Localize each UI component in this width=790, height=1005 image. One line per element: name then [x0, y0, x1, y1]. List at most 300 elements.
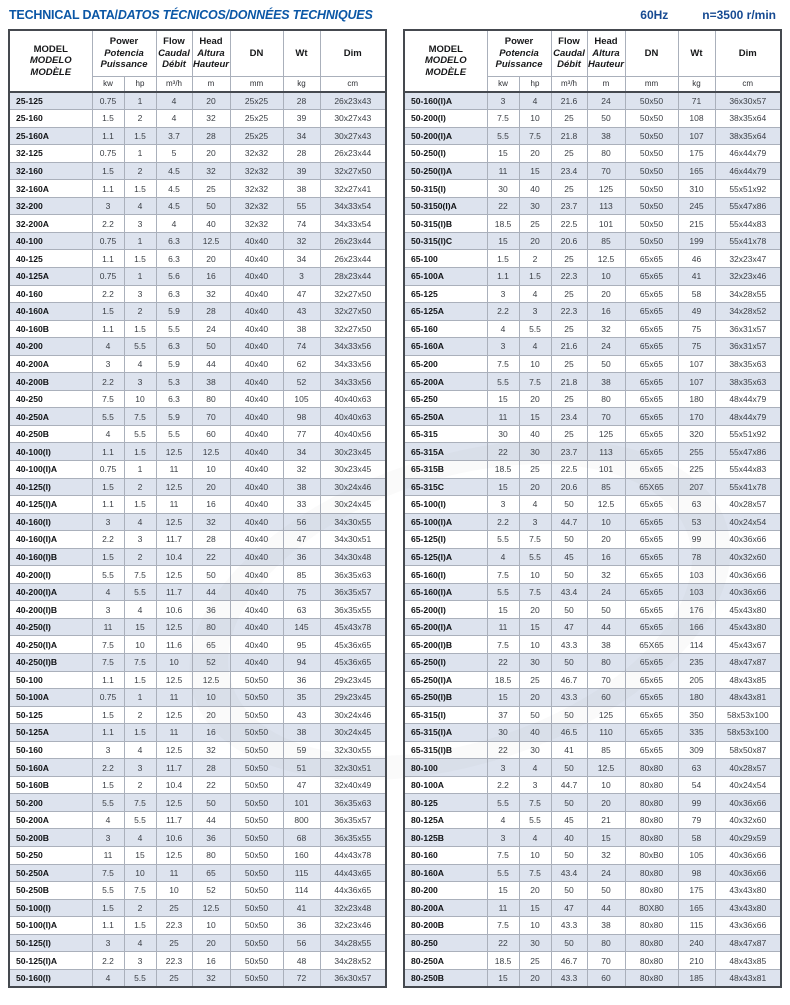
cell-power-hp: 5.5	[519, 811, 551, 829]
cell-head: 24	[587, 583, 625, 601]
cell-flow: 21.6	[551, 92, 587, 110]
cell-dn: 65x65	[625, 355, 678, 373]
cell-dn: 32x32	[230, 145, 283, 163]
cell-power-kw: 7.5	[92, 864, 124, 882]
cell-dn: 50x50	[230, 689, 283, 707]
cell-model: 50-315(I)	[404, 180, 487, 198]
cell-flow: 46.7	[551, 952, 587, 970]
table-row	[9, 776, 386, 794]
table-row	[404, 110, 781, 128]
cell-power-kw: 2.2	[92, 215, 124, 233]
cell-flow: 4.5	[156, 180, 192, 198]
cell-wt: 59	[283, 741, 320, 759]
cell-head: 38	[587, 373, 625, 391]
cell-power-hp: 1.5	[124, 724, 156, 742]
cell-dn: 40x40	[230, 460, 283, 478]
cell-power-kw: 5.5	[92, 794, 124, 812]
cell-wt: 79	[678, 811, 715, 829]
cell-wt: 166	[678, 618, 715, 636]
cell-power-kw: 22	[487, 934, 519, 952]
cell-dim: 36x35x63	[320, 566, 386, 584]
cell-model: 65-315(I)B	[404, 741, 487, 759]
cell-wt: 115	[678, 917, 715, 935]
cell-model: 40-250(I)	[9, 618, 92, 636]
cell-power-hp: 4	[124, 355, 156, 373]
cell-model: 50-200A	[9, 811, 92, 829]
table-row	[404, 443, 781, 461]
cell-dim: 32x23x46	[320, 917, 386, 935]
cell-model: 50-100(I)	[9, 899, 92, 917]
table-row	[404, 127, 781, 145]
cell-dim: 32x27x50	[320, 320, 386, 338]
cell-power-hp: 3	[519, 776, 551, 794]
cell-dim: 45x43x80	[715, 618, 781, 636]
cell-flow: 47	[551, 899, 587, 917]
col-header-power-fr: Puissance	[100, 58, 148, 70]
table-row	[9, 794, 386, 812]
table-row	[404, 689, 781, 707]
cell-power-kw: 7.5	[487, 917, 519, 935]
cell-flow: 5.5	[156, 320, 192, 338]
cell-model: 80-125A	[404, 811, 487, 829]
cell-head: 60	[587, 969, 625, 987]
cell-flow: 5.6	[156, 267, 192, 285]
tables-container	[8, 29, 782, 988]
cell-flow: 43.3	[551, 917, 587, 935]
unit-flow: m³/h	[551, 76, 587, 92]
table-row	[9, 759, 386, 777]
cell-power-hp: 7.5	[124, 566, 156, 584]
cell-power-hp: 25	[519, 952, 551, 970]
cell-dim: 40x36x66	[715, 864, 781, 882]
cell-head: 24	[192, 320, 230, 338]
table-row	[404, 601, 781, 619]
cell-power-kw: 22	[487, 654, 519, 672]
cell-dim: 34x33x54	[320, 215, 386, 233]
cell-dn: 65x65	[625, 706, 678, 724]
cell-head: 38	[587, 127, 625, 145]
cell-wt: 75	[678, 320, 715, 338]
cell-head: 32	[192, 513, 230, 531]
cell-flow: 12.5	[156, 443, 192, 461]
cell-wt: 41	[678, 267, 715, 285]
cell-model: 40-125(I)A	[9, 496, 92, 514]
cell-flow: 43.4	[551, 864, 587, 882]
cell-flow: 25	[551, 110, 587, 128]
cell-dim: 44x43x78	[320, 847, 386, 865]
cell-head: 12.5	[587, 250, 625, 268]
cell-dim: 40x36x66	[715, 847, 781, 865]
cell-head: 125	[587, 425, 625, 443]
cell-dim: 26x23x44	[320, 145, 386, 163]
col-header-power-fr: Puissance	[495, 58, 543, 70]
cell-power-kw: 4	[92, 338, 124, 356]
cell-model: 32-160A	[9, 180, 92, 198]
cell-power-kw: 1.1	[92, 671, 124, 689]
cell-model: 50-125	[9, 706, 92, 724]
cell-power-hp: 40	[519, 724, 551, 742]
cell-dn: 50x50	[230, 917, 283, 935]
cell-power-kw: 0.75	[92, 460, 124, 478]
unit-kw: kw	[487, 76, 519, 92]
cell-power-kw: 1.5	[92, 899, 124, 917]
cell-model: 65-250(I)B	[404, 689, 487, 707]
cell-flow: 20.6	[551, 478, 587, 496]
table-row	[404, 531, 781, 549]
cell-model: 50-250	[9, 847, 92, 865]
cell-flow: 11.7	[156, 531, 192, 549]
cell-model: 40-250	[9, 390, 92, 408]
cell-wt: 48	[283, 952, 320, 970]
cell-dn: 65x65	[625, 566, 678, 584]
cell-flow: 5.5	[156, 425, 192, 443]
cell-power-hp: 7.5	[519, 373, 551, 391]
cell-power-hp: 25	[519, 460, 551, 478]
cell-model: 40-200(I)B	[9, 601, 92, 619]
cell-wt: 255	[678, 443, 715, 461]
cell-power-kw: 15	[487, 232, 519, 250]
cell-model: 50-200	[9, 794, 92, 812]
cell-model: 50-200(I)	[404, 110, 487, 128]
cell-power-hp: 1.5	[519, 267, 551, 285]
cell-head: 28	[192, 303, 230, 321]
cell-power-kw: 2.2	[92, 531, 124, 549]
cell-wt: 107	[678, 127, 715, 145]
cell-model: 65-200	[404, 355, 487, 373]
cell-model: 40-250A	[9, 408, 92, 426]
col-header-power-es: Potencia	[499, 47, 539, 59]
cell-power-kw: 5.5	[487, 794, 519, 812]
cell-power-hp: 7.5	[519, 127, 551, 145]
table-row	[9, 496, 386, 514]
table-row	[9, 548, 386, 566]
col-header-model-es: MODELO	[424, 55, 467, 67]
cell-dn: 50x50	[230, 759, 283, 777]
cell-power-hp: 4	[519, 285, 551, 303]
cell-power-kw: 0.75	[92, 145, 124, 163]
table-row	[404, 303, 781, 321]
table-row	[9, 952, 386, 970]
cell-dim: 40x29x59	[715, 829, 781, 847]
col-header-head-en: Head	[199, 36, 223, 48]
cell-model: 25-160	[9, 110, 92, 128]
cell-wt: 103	[678, 583, 715, 601]
cell-power-kw: 3	[92, 355, 124, 373]
cell-flow: 11	[156, 864, 192, 882]
cell-power-kw: 4	[92, 425, 124, 443]
cell-model: 40-200(I)	[9, 566, 92, 584]
cell-power-hp: 1	[124, 92, 156, 110]
cell-power-kw: 18.5	[487, 952, 519, 970]
cell-head: 52	[192, 654, 230, 672]
cell-power-hp: 15	[124, 618, 156, 636]
cell-dn: 65x65	[625, 724, 678, 742]
cell-dim: 44x43x65	[320, 864, 386, 882]
cell-dim: 40x28x57	[715, 496, 781, 514]
cell-model: 65-160	[404, 320, 487, 338]
table-row	[9, 899, 386, 917]
table-row	[404, 180, 781, 198]
cell-flow: 50	[551, 566, 587, 584]
cell-wt: 165	[678, 899, 715, 917]
cell-model: 40-100(I)A	[9, 460, 92, 478]
cell-flow: 50	[551, 601, 587, 619]
cell-wt: 245	[678, 197, 715, 215]
cell-dim: 55x44x83	[715, 460, 781, 478]
cell-dim: 55x44x83	[715, 215, 781, 233]
cell-power-hp: 2	[124, 162, 156, 180]
cell-wt: 36	[283, 548, 320, 566]
cell-head: 20	[192, 145, 230, 163]
cell-power-kw: 5.5	[92, 566, 124, 584]
cell-dn: 65x65	[625, 408, 678, 426]
cell-flow: 45	[551, 811, 587, 829]
cell-model: 40-125(I)	[9, 478, 92, 496]
cell-dn: 65x65	[625, 513, 678, 531]
cell-dim: 46x44x79	[715, 162, 781, 180]
cell-flow: 25	[551, 285, 587, 303]
cell-dim: 48x44x79	[715, 390, 781, 408]
cell-dim: 32x27x50	[320, 162, 386, 180]
page-title-roman: TECHNICAL DATA/	[9, 8, 118, 22]
cell-wt: 175	[678, 882, 715, 900]
cell-model: 65-100	[404, 250, 487, 268]
table-row	[404, 706, 781, 724]
cell-dn: 80xB0	[625, 847, 678, 865]
cell-power-hp: 3	[519, 513, 551, 531]
cell-flow: 25	[156, 899, 192, 917]
table-row	[404, 724, 781, 742]
cell-power-kw: 1.1	[92, 250, 124, 268]
cell-model: 40-160	[9, 285, 92, 303]
cell-head: 44	[587, 618, 625, 636]
cell-power-hp: 2	[124, 303, 156, 321]
cell-flow: 10.6	[156, 601, 192, 619]
cell-dim: 48x47x87	[715, 654, 781, 672]
table-row	[9, 636, 386, 654]
cell-power-kw: 2.2	[92, 759, 124, 777]
cell-flow: 6.3	[156, 285, 192, 303]
cell-dim: 48x43x81	[715, 689, 781, 707]
cell-dn: 40x40	[230, 618, 283, 636]
cell-model: 65-200(I)A	[404, 618, 487, 636]
col-header-flow-en: Flow	[558, 36, 580, 48]
cell-flow: 5.9	[156, 355, 192, 373]
cell-power-kw: 22	[487, 741, 519, 759]
cell-wt: 108	[678, 110, 715, 128]
cell-wt: 180	[678, 689, 715, 707]
cell-head: 85	[587, 741, 625, 759]
cell-flow: 12.5	[156, 478, 192, 496]
table-row	[9, 338, 386, 356]
cell-head: 110	[587, 724, 625, 742]
cell-model: 65-160(I)A	[404, 583, 487, 601]
cell-model: 40-160B	[9, 320, 92, 338]
cell-dn: 80x80	[625, 829, 678, 847]
cell-wt: 34	[283, 127, 320, 145]
cell-dim: 46x44x79	[715, 145, 781, 163]
cell-power-kw: 1.5	[92, 548, 124, 566]
cell-power-kw: 1.1	[487, 267, 519, 285]
cell-dim: 29x23x45	[320, 671, 386, 689]
table-row	[9, 601, 386, 619]
cell-head: 113	[587, 443, 625, 461]
cell-wt: 34	[283, 443, 320, 461]
cell-dn: 50x50	[230, 864, 283, 882]
cell-dim: 36x31x57	[715, 320, 781, 338]
cell-wt: 28	[283, 92, 320, 110]
cell-power-kw: 15	[487, 689, 519, 707]
cell-dim: 26x23x44	[320, 250, 386, 268]
cell-dn: 65x65	[625, 425, 678, 443]
cell-model: 50-160B	[9, 776, 92, 794]
cell-dim: 55x47x86	[715, 443, 781, 461]
cell-dn: 40x40	[230, 531, 283, 549]
col-header-flow-fr: Débit	[557, 58, 581, 70]
cell-power-kw: 2.2	[92, 373, 124, 391]
cell-dim: 32x23x46	[715, 267, 781, 285]
table-row	[9, 250, 386, 268]
cell-power-hp: 4	[124, 829, 156, 847]
cell-head: 32	[192, 741, 230, 759]
table-row	[9, 566, 386, 584]
table-row	[404, 864, 781, 882]
cell-dn: 50x50	[230, 829, 283, 847]
cell-flow: 46.7	[551, 671, 587, 689]
table-row	[9, 934, 386, 952]
cell-power-kw: 11	[487, 618, 519, 636]
col-header-wt: Wt	[283, 30, 320, 76]
cell-dn: 50x50	[230, 776, 283, 794]
cell-head: 20	[192, 934, 230, 952]
cell-power-kw: 3	[487, 338, 519, 356]
cell-power-kw: 5.5	[92, 882, 124, 900]
cell-model: 80-250	[404, 934, 487, 952]
cell-power-hp: 2	[124, 548, 156, 566]
cell-dim: 30x23x45	[320, 443, 386, 461]
cell-power-hp: 20	[519, 390, 551, 408]
cell-flow: 43.3	[551, 689, 587, 707]
cell-power-kw: 3	[92, 601, 124, 619]
col-header-model-en: MODEL	[33, 44, 68, 56]
cell-wt: 77	[283, 425, 320, 443]
cell-wt: 165	[678, 162, 715, 180]
cell-dn: 40x40	[230, 654, 283, 672]
cell-flow: 25	[551, 425, 587, 443]
cell-power-hp: 2	[124, 478, 156, 496]
cell-dn: 50x50	[230, 706, 283, 724]
cell-model: 65-250A	[404, 408, 487, 426]
table-row	[404, 847, 781, 865]
cell-model: 32-125	[9, 145, 92, 163]
cell-head: 10	[587, 513, 625, 531]
cell-wt: 309	[678, 741, 715, 759]
cell-model: 50-160(I)	[9, 969, 92, 987]
cell-dim: 45x43x67	[715, 636, 781, 654]
cell-power-hp: 20	[519, 145, 551, 163]
table-row	[404, 899, 781, 917]
cell-flow: 50	[551, 847, 587, 865]
table-row	[404, 267, 781, 285]
cell-wt: 41	[283, 899, 320, 917]
cell-wt: 68	[283, 829, 320, 847]
cell-flow: 50	[551, 531, 587, 549]
cell-head: 38	[192, 373, 230, 391]
cell-wt: 105	[678, 847, 715, 865]
cell-power-kw: 30	[487, 425, 519, 443]
cell-power-kw: 1.1	[92, 724, 124, 742]
cell-flow: 20.6	[551, 232, 587, 250]
cell-wt: 32	[283, 232, 320, 250]
cell-wt: 78	[678, 548, 715, 566]
cell-dim: 40x32x60	[715, 548, 781, 566]
cell-dn: 40x40	[230, 408, 283, 426]
cell-dn: 40x40	[230, 373, 283, 391]
cell-power-hp: 4	[519, 92, 551, 110]
cell-dn: 80x80	[625, 811, 678, 829]
table-row	[9, 267, 386, 285]
cell-power-kw: 1.5	[92, 706, 124, 724]
cell-head: 12.5	[587, 496, 625, 514]
cell-head: 44	[587, 899, 625, 917]
cell-power-kw: 1.1	[92, 917, 124, 935]
table-row	[404, 566, 781, 584]
cell-dn: 40x40	[230, 250, 283, 268]
cell-power-hp: 7.5	[519, 864, 551, 882]
col-header-model-fr: MODÈLE	[425, 66, 467, 78]
cell-power-hp: 3	[124, 215, 156, 233]
cell-dim: 48x43x85	[715, 671, 781, 689]
table-row	[9, 689, 386, 707]
cell-dn: 50x50	[625, 232, 678, 250]
table-row	[9, 531, 386, 549]
cell-wt: 335	[678, 724, 715, 742]
cell-power-hp: 30	[519, 654, 551, 672]
cell-model: 40-250(I)A	[9, 636, 92, 654]
cell-head: 125	[587, 706, 625, 724]
cell-head: 16	[192, 267, 230, 285]
cell-wt: 75	[678, 338, 715, 356]
cell-flow: 46.5	[551, 724, 587, 742]
cell-head: 70	[587, 671, 625, 689]
cell-dim: 40x32x60	[715, 811, 781, 829]
cell-wt: 49	[678, 303, 715, 321]
cell-model: 50-100A	[9, 689, 92, 707]
cell-power-hp: 10	[519, 566, 551, 584]
cell-wt: 72	[283, 969, 320, 987]
cell-model: 40-160(I)	[9, 513, 92, 531]
table-row	[404, 197, 781, 215]
cell-dim: 30x24x46	[320, 478, 386, 496]
cell-wt: 207	[678, 478, 715, 496]
cell-head: 32	[192, 162, 230, 180]
table-row	[404, 373, 781, 391]
cell-model: 40-160(I)B	[9, 548, 92, 566]
cell-dn: 65x65	[625, 671, 678, 689]
cell-power-hp: 30	[519, 934, 551, 952]
cell-model: 65-160A	[404, 338, 487, 356]
cell-dn: 32x32	[230, 215, 283, 233]
cell-flow: 22.5	[551, 460, 587, 478]
table-row	[404, 338, 781, 356]
cell-power-kw: 5.5	[487, 531, 519, 549]
cell-dn: 65x65	[625, 548, 678, 566]
col-header-head	[192, 30, 230, 76]
cell-dn: 80x80	[625, 882, 678, 900]
cell-dn: 65x65	[625, 601, 678, 619]
cell-head: 12.5	[192, 443, 230, 461]
cell-dim: 58x50x87	[715, 741, 781, 759]
